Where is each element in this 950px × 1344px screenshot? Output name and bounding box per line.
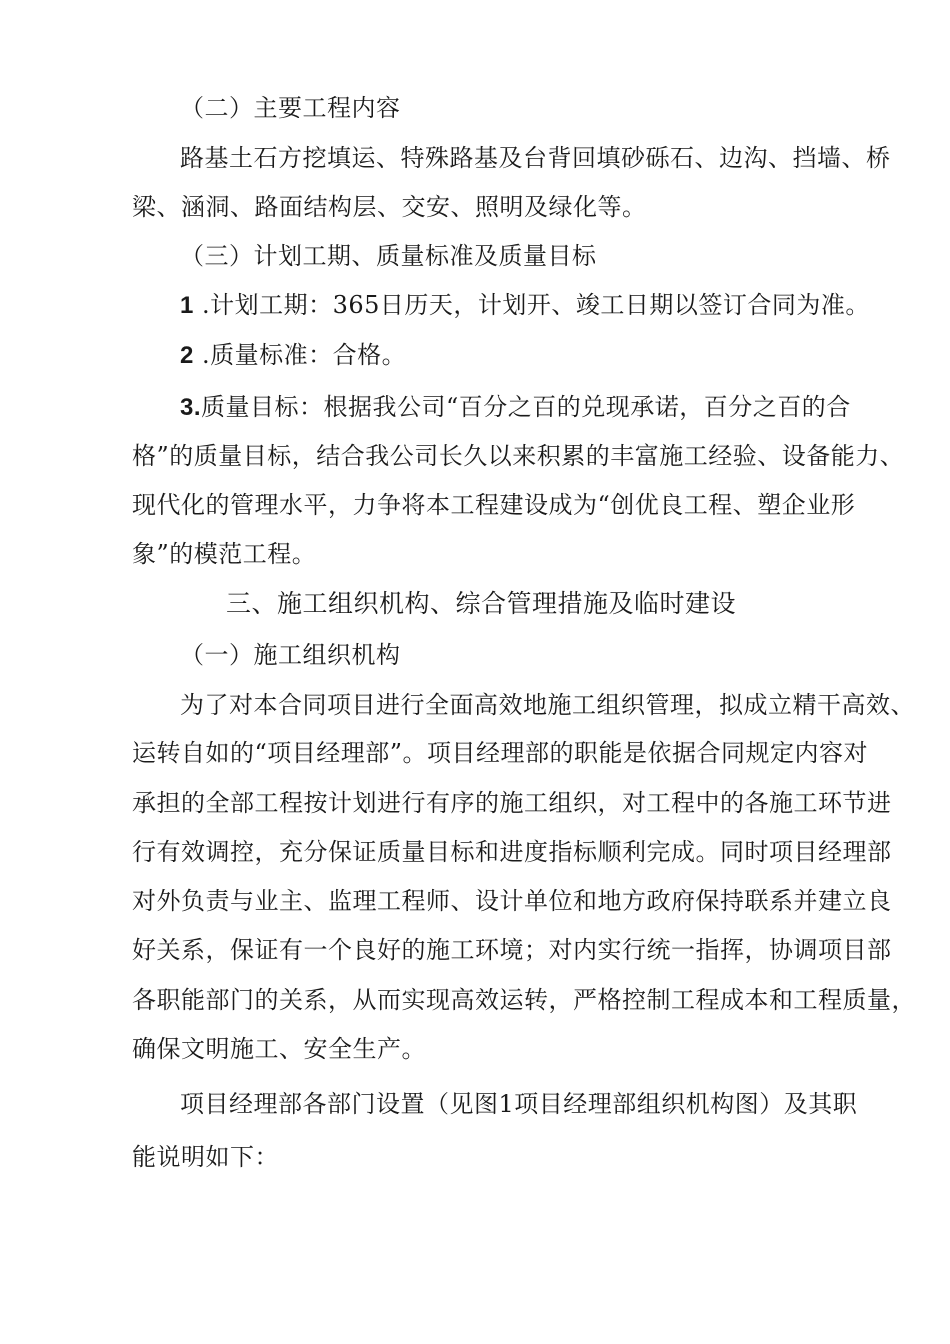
list-number: 2: [180, 342, 194, 369]
list-item-quality-standard: [180, 340, 406, 371]
paragraph-line: 对外负责与业主、监理工程师、设计单位和地方政府保持联系并建立良: [132, 887, 892, 915]
section-heading-schedule-quality: （三）计划工期、质量标准及质量目标: [180, 242, 597, 270]
list-item-quality-target: [180, 392, 851, 423]
paragraph-line: 梁、涵洞、路面结构层、交安、照明及绿化等。: [132, 193, 647, 221]
paragraph-line: 承担的全部工程按计划进行有序的施工组织，对工程中的各施工环节进: [132, 789, 892, 817]
paragraph-line: 各职能部门的关系，从而实现高效运转，严格控制工程成本和工程质量，: [132, 986, 916, 1014]
paragraph-line: 象”的模范工程。: [132, 540, 317, 568]
paragraph-line: 运转自如的“项目经理部”。项目经理部的职能是依据合同规定内容对: [132, 739, 869, 767]
paragraph-line: 能说明如下：: [132, 1143, 279, 1171]
section-heading-organization: （一）施工组织机构: [180, 641, 401, 669]
paragraph-line: 现代化的管理水平，力争将本工程建设成为“创优良工程、塑企业形: [132, 491, 856, 519]
paragraph-line: 项目经理部各部门设置（见图1项目经理部组织机构图）及其职: [180, 1090, 858, 1118]
paragraph-line: 为了对本合同项目进行全面高效地施工组织管理，拟成立精干高效、: [180, 691, 915, 719]
list-item-schedule: [180, 290, 870, 321]
paragraph-line: 行有效调控，充分保证质量目标和进度指标顺利完成。同时项目经理部: [132, 838, 892, 866]
paragraph-line: 格”的质量目标，结合我公司长久以来积累的丰富施工经验、设备能力、: [132, 442, 905, 470]
chapter-heading-organization: 三、施工组织机构、综合管理措施及临时建设: [226, 589, 737, 618]
list-number: 3.: [180, 394, 202, 421]
section-heading-main-works: （二）主要工程内容: [180, 94, 401, 122]
list-item-text: .计划工期：365日历天，计划开、竣工日期以签订合同为准。: [193, 291, 870, 319]
paragraph-line: 确保文明施工、安全生产。: [132, 1035, 426, 1063]
list-item-text: .质量标准：合格。: [193, 341, 407, 369]
list-number: 1: [180, 292, 194, 319]
paragraph-line: 路基土石方挖填运、特殊路基及台背回填砂砾石、边沟、挡墙、桥: [180, 144, 891, 172]
list-item-text: 质量目标：根据我公司“百分之百的兑现承诺，百分之百的合: [201, 393, 851, 421]
paragraph-line: 好关系，保证有一个良好的施工环境；对内实行统一指挥，协调项目部: [132, 936, 892, 964]
